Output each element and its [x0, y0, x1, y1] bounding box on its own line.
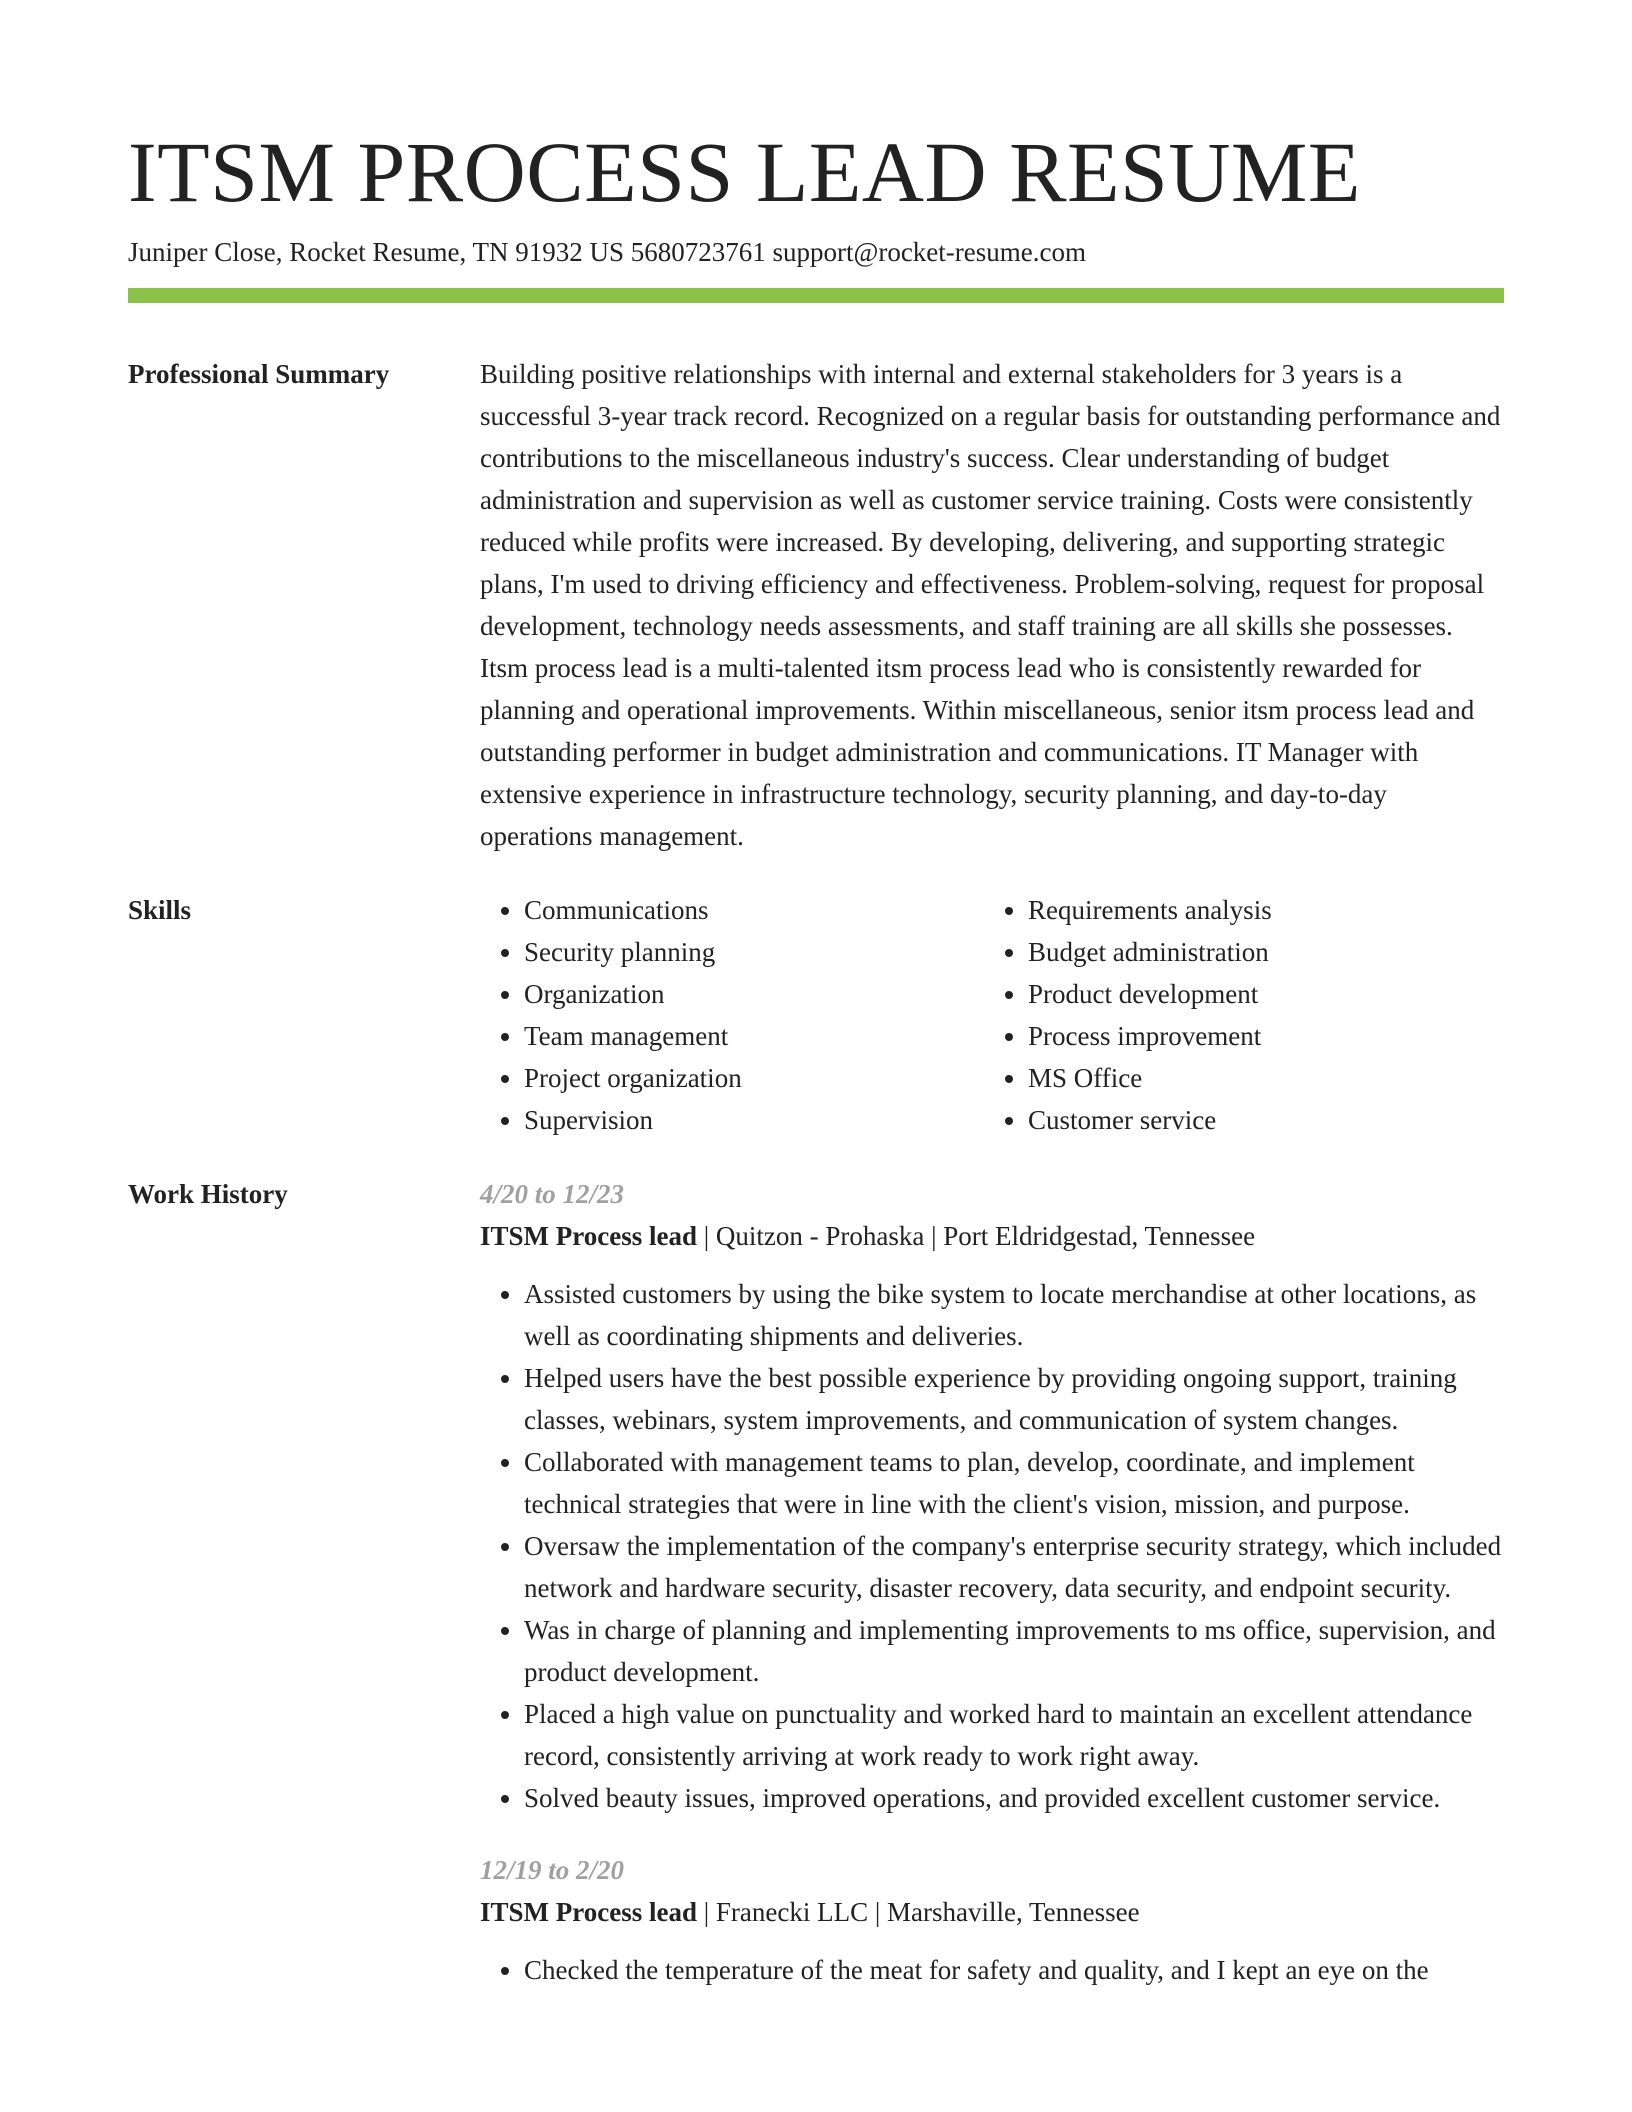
- job-details: | Franecki LLC | Marshaville, Tennessee: [697, 1897, 1140, 1927]
- job-entry: [480, 1173, 1504, 1819]
- work-history-body: [480, 1173, 1504, 1991]
- job-bullet: • Collaborated with management teams to plan, develop, coordinate, and implement technical strategies that were in line with the client's vision, mission, and purpose.: [524, 1441, 1504, 1525]
- skills-body: [480, 889, 1504, 1141]
- skill-item: • Organization: [524, 973, 984, 1015]
- job-bullet: • Assisted customers by using the bike system to locate merchandise at other locations, as well as coordinating shipments and deliveries.: [524, 1273, 1504, 1357]
- job-bullet: • Oversaw the implementation of the company's enterprise security strategy, which included network and hardware security, disaster recovery, data security, and endpoint security.: [524, 1525, 1504, 1609]
- skills-list-right: [984, 889, 1488, 1141]
- skill-item: • Product development: [1028, 973, 1488, 1015]
- job-entry: [480, 1849, 1504, 1991]
- summary-body: [480, 353, 1504, 857]
- skill-item: • Project organization: [524, 1057, 984, 1099]
- work-history-section: [128, 1173, 1504, 1991]
- skill-item: • Supervision: [524, 1099, 984, 1141]
- resume-page: [128, 0, 1504, 1991]
- job-bullet: • Was in charge of planning and implementing improvements to ms office, supervision, and product development.: [524, 1609, 1504, 1693]
- skill-item: • Customer service: [1028, 1099, 1488, 1141]
- job-bullet-list: [480, 1949, 1504, 1991]
- job-dates: 4/20 to 12/23: [480, 1179, 625, 1209]
- job-bullet: • Placed a high value on punctuality and worked hard to maintain an excellent attendance record, consistently arriving at work ready to work right away.: [524, 1693, 1504, 1777]
- header-divider: [128, 288, 1504, 303]
- professional-summary-section: [128, 353, 1504, 857]
- job-dates: 12/19 to 2/20: [480, 1855, 625, 1885]
- skill-item: • Process improvement: [1028, 1015, 1488, 1057]
- skill-item: • MS Office: [1028, 1057, 1488, 1099]
- skills-section: [128, 889, 1504, 1141]
- section-label-skills: Skills: [128, 895, 192, 925]
- skills-grid: [480, 889, 1504, 1141]
- job-bullet-list: [480, 1273, 1504, 1819]
- section-label-summary: Professional Summary: [128, 359, 390, 389]
- job-details: | Quitzon - Prohaska | Port Eldridgestad, Tennessee: [697, 1221, 1256, 1251]
- skill-item: • Budget administration: [1028, 931, 1488, 973]
- skill-item: • Team management: [524, 1015, 984, 1057]
- skill-item: • Communications: [524, 889, 984, 931]
- skills-list-left: [480, 889, 984, 1141]
- job-heading: [480, 1891, 1504, 1933]
- section-label-work-history: Work History: [128, 1179, 288, 1209]
- job-bullet: • Solved beauty issues, improved operations, and provided excellent customer service.: [524, 1777, 1504, 1819]
- job-bullet: • Checked the temperature of the meat for safety and quality, and I kept an eye on the: [524, 1949, 1504, 1991]
- contact-line: Juniper Close, Rocket Resume, TN 91932 US 5680723761 support@rocket-resume.com: [128, 237, 1086, 267]
- resume-title: ITSM PROCESS LEAD RESUME: [128, 124, 1361, 220]
- summary-text: Building positive relationships with internal and external stakeholders for 3 years is a successful 3-year track record. Recognized on a regular basis for outstanding performance and contributions to the miscellaneous industry's success. Clear understanding of budget administration and supervision as well as customer service training. Costs were consistently reduced while profits were increased. By developing, delivering, and supporting strategic plans, I'm used to driving efficiency and effectiveness. Problem-solving, request for proposal development, technology needs assessments, and staff training are all skills she possesses. Itsm process lead is a multi-talented itsm process lead who is consistently rewarded for planning and operational improvements. Within miscellaneous, senior itsm process lead and outstanding performer in budget administration and communications. IT Manager with extensive experience in infrastructure technology, security planning, and day-to-day operations management.: [480, 359, 1501, 851]
- job-title: ITSM Process lead: [480, 1897, 697, 1927]
- skill-item: • Security planning: [524, 931, 984, 973]
- skill-item: • Requirements analysis: [1028, 889, 1488, 931]
- job-title: ITSM Process lead: [480, 1221, 697, 1251]
- job-heading: [480, 1215, 1504, 1257]
- job-bullet: • Helped users have the best possible experience by providing ongoing support, training classes, webinars, system improvements, and communication of system changes.: [524, 1357, 1504, 1441]
